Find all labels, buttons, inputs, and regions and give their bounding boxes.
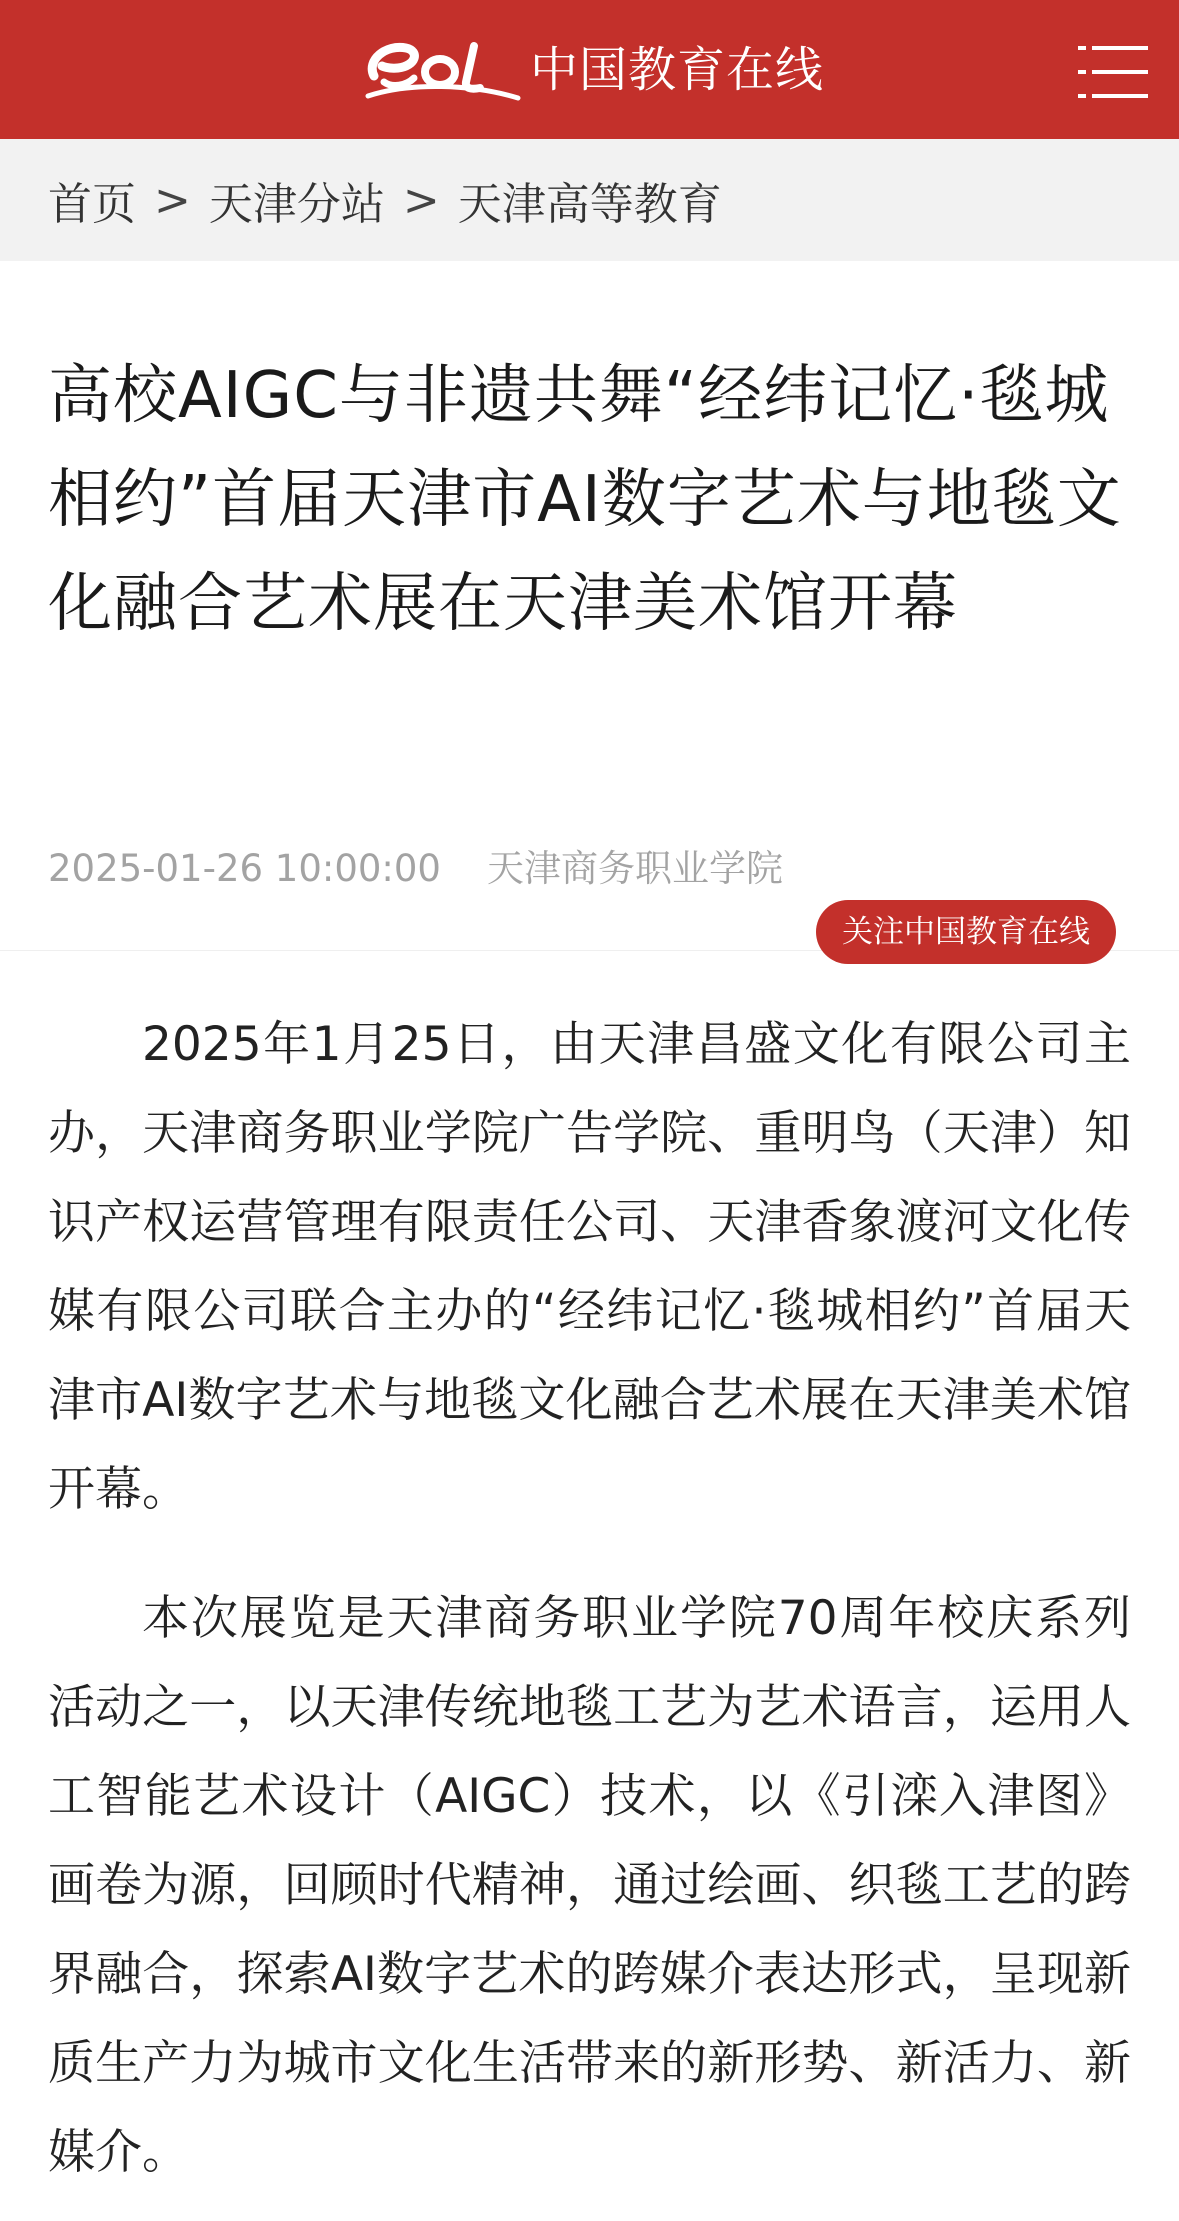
breadcrumb-home-link[interactable]: 首页 [48,179,136,230]
breadcrumb-separator: > [154,174,191,226]
breadcrumb-separator: > [402,174,440,226]
article-body [48,1000,1131,2221]
hamburger-menu-icon[interactable] [1078,44,1148,100]
top-header-bar [0,0,1179,139]
eol-logo-icon [362,30,522,110]
follow-button[interactable]: 关注中国教育在线 [816,900,1116,964]
article-title: 高校AIGC与非遗共舞“经纬记忆·毯城相约”首届天津市AI数字艺术与地毯文化融合艺术展在天津美术馆开幕 [48,359,1122,641]
site-logo[interactable] [362,30,824,110]
publish-date: 2025-01-26 10:00:00 [48,847,441,890]
breadcrumb [0,139,1179,261]
article-paragraph: 2025年1月25日，由天津昌盛文化有限公司主办，天津商务职业学院广告学院、重明鸟（天津）知识产权运营管理有限责任公司、天津香象渡河文化传媒有限公司联合主办的“经纬记忆·毯城相约”首届天津市AI数字艺术与地毯文化融合艺术展在天津美术馆开幕。 [48,1017,1131,1517]
article-source: 天津商务职业学院 [486,847,783,890]
menu-lines [1078,44,1148,100]
breadcrumb-higher-education-link[interactable]: 天津高等教育 [457,179,722,230]
article-paragraph: 本次展览是天津商务职业学院70周年校庆系列活动之一，以天津传统地毯工艺为艺术语言，运用人工智能艺术设计（AIGC）技术，以《引滦入津图》画卷为源，回顾时代精神，通过绘画、织毯工艺的跨界融合，探索AI数字艺术的跨媒介表达形式，呈现新质生产力为城市文化生活带来的新形势、新活力、新媒介。 [48,1591,1131,2180]
breadcrumb-tianjin-link[interactable]: 天津分站 [208,179,385,230]
article-meta [48,838,783,892]
logo-text: 中国教育在线 [530,42,825,98]
